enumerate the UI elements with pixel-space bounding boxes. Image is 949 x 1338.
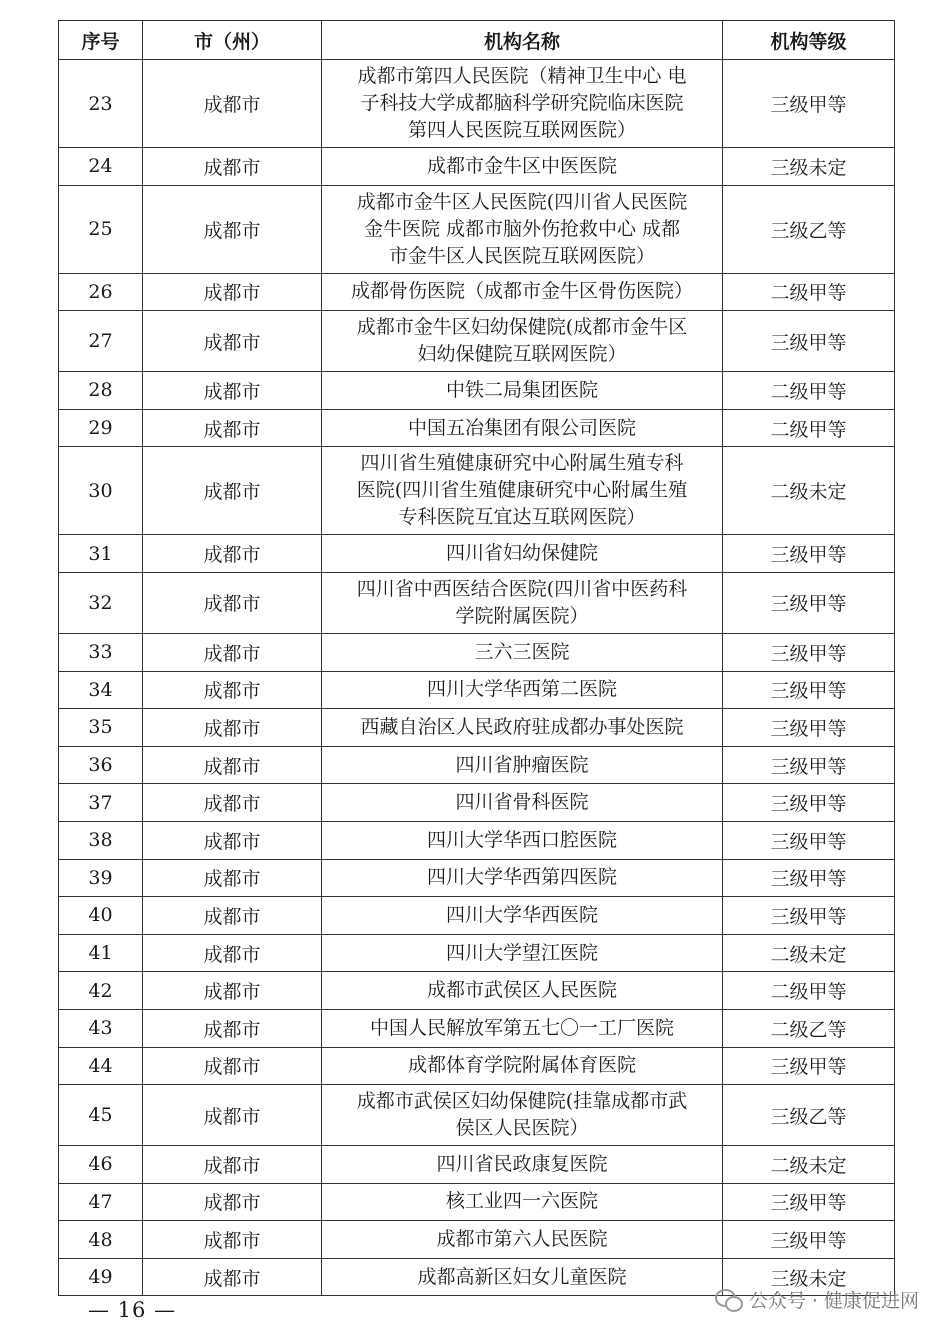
cell-institution-level: 三级甲等 [723, 633, 895, 671]
cell-institution-level: 三级甲等 [723, 572, 895, 633]
cell-serial: 43 [59, 1009, 143, 1047]
cell-city: 成都市 [143, 273, 322, 311]
cell-city: 成都市 [143, 572, 322, 633]
cell-institution-level: 三级甲等 [723, 821, 895, 859]
cell-institution-level: 三级乙等 [723, 185, 895, 273]
cell-serial: 46 [59, 1146, 143, 1184]
institution-name-line: 成都市武侯区人民医院 [426, 979, 617, 1002]
table-row [59, 273, 895, 311]
cell-city: 成都市 [143, 1221, 322, 1259]
cell-institution-name [322, 972, 723, 1010]
cell-serial: 40 [59, 897, 143, 935]
cell-institution-name [322, 746, 723, 784]
cell-serial: 37 [59, 784, 143, 822]
cell-institution-level: 三级甲等 [723, 1221, 895, 1259]
table-row [59, 859, 895, 897]
institution-name-line: 妇幼保健院互联网医院） [417, 343, 627, 366]
cell-serial: 42 [59, 972, 143, 1010]
institution-name-line: 四川大学望江医院 [445, 941, 598, 964]
cell-institution-level: 二级未定 [723, 934, 895, 972]
institution-name-line: 成都市第四人民医院（精神卫生中心 电 [357, 65, 687, 87]
cell-institution-name [322, 671, 723, 709]
table-row [59, 572, 895, 633]
cell-city: 成都市 [143, 311, 322, 372]
cell-institution-name [322, 535, 723, 573]
table-row [59, 311, 895, 372]
cell-institution-name [322, 821, 723, 859]
cell-city: 成都市 [143, 709, 322, 747]
table-row [59, 709, 895, 747]
cell-institution-level: 三级甲等 [723, 535, 895, 573]
cell-institution-level: 二级乙等 [723, 1009, 895, 1047]
header-city: 市（州） [143, 21, 322, 60]
institution-name-line: 四川省肿瘤医院 [455, 753, 589, 776]
institution-name-line: 医院(四川省生殖健康研究中心附属生殖 [356, 479, 688, 502]
cell-city: 成都市 [143, 897, 322, 935]
table-row [59, 897, 895, 935]
cell-institution-level: 三级未定 [723, 148, 895, 186]
table-row [59, 1047, 895, 1085]
institution-name-line: 学院附属医院） [455, 604, 589, 627]
table-row [59, 1009, 895, 1047]
table-row [59, 934, 895, 972]
cell-institution-level: 三级甲等 [723, 746, 895, 784]
cell-city: 成都市 [143, 821, 322, 859]
cell-institution-name [322, 633, 723, 671]
institution-name-line: 专科医院互宜达互联网医院） [398, 506, 646, 529]
cell-serial: 24 [59, 148, 143, 186]
cell-serial: 35 [59, 709, 143, 747]
cell-institution-level: 三级甲等 [723, 709, 895, 747]
cell-city: 成都市 [143, 409, 322, 447]
cell-serial: 32 [59, 572, 143, 633]
institution-name-line: 四川大学华西医院 [445, 903, 598, 926]
cell-city: 成都市 [143, 671, 322, 709]
cell-serial: 28 [59, 372, 143, 410]
institution-name-line: 成都高新区妇女儿童医院 [417, 1265, 627, 1288]
watermark [715, 1286, 919, 1313]
header-institution-name: 机构名称 [322, 21, 723, 60]
cell-serial: 38 [59, 821, 143, 859]
table-row [59, 821, 895, 859]
institution-name-line: 金牛医院 成都市脑外伤抢救中心 成都 [363, 217, 681, 240]
cell-city: 成都市 [143, 447, 322, 535]
cell-institution-level: 三级未定 [723, 1258, 895, 1296]
table-row [59, 60, 895, 148]
cell-serial: 29 [59, 409, 143, 447]
cell-serial: 48 [59, 1221, 143, 1259]
institution-name-line: 成都市金牛区中医医院 [426, 154, 617, 177]
institution-name-line: 四川省生殖健康研究中心附属生殖专科 [360, 452, 684, 475]
cell-serial: 23 [59, 60, 143, 148]
table-row [59, 671, 895, 709]
cell-institution-name [322, 934, 723, 972]
cell-city: 成都市 [143, 1009, 322, 1047]
watermark-text: 公众号 · 健康促进网 [748, 1290, 919, 1312]
table-row [59, 633, 895, 671]
cell-city: 成都市 [143, 1183, 322, 1221]
cell-city: 成都市 [143, 185, 322, 273]
cell-institution-level: 二级甲等 [723, 273, 895, 311]
institution-name-line: 四川大学华西第四医院 [426, 866, 617, 889]
header-serial: 序号 [59, 21, 143, 60]
cell-serial: 47 [59, 1183, 143, 1221]
institution-name-line: 四川大学华西口腔医院 [426, 828, 617, 851]
cell-city: 成都市 [143, 60, 322, 148]
cell-institution-name [322, 409, 723, 447]
cell-city: 成都市 [143, 972, 322, 1010]
cell-institution-name [322, 1009, 723, 1047]
institution-name-line: 成都市金牛区人民医院(四川省人民医院 [356, 190, 688, 213]
institution-name-line: 子科技大学成都脑科学研究院临床医院 [360, 92, 684, 114]
cell-institution-level: 三级甲等 [723, 671, 895, 709]
cell-institution-level: 三级甲等 [723, 859, 895, 897]
institution-name-line: 四川大学华西第二医院 [426, 678, 617, 701]
cell-city: 成都市 [143, 372, 322, 410]
cell-city: 成都市 [143, 1258, 322, 1296]
institution-name-line: 成都市第六人民医院 [436, 1228, 608, 1251]
institution-name-line: 四川省妇幼保健院 [445, 542, 598, 565]
cell-serial: 45 [59, 1085, 143, 1146]
institution-name-line: 市金牛区人民医院互联网医院） [388, 244, 655, 267]
table-row [59, 1146, 895, 1184]
cell-institution-level: 二级甲等 [723, 972, 895, 1010]
cell-serial: 41 [59, 934, 143, 972]
institution-name-line: 西藏自治区人民政府驻成都办事处医院 [360, 715, 684, 738]
table-row [59, 447, 895, 535]
institution-name-line: 成都体育学院附属体育医院 [407, 1054, 636, 1077]
table-row [59, 746, 895, 784]
cell-institution-name [322, 1047, 723, 1085]
cell-institution-level: 三级甲等 [723, 60, 895, 148]
institution-name-line: 中国人民解放军第五七〇一工厂医院 [369, 1016, 674, 1039]
institution-name-line: 成都市武侯区妇幼保健院(挂靠成都市武 [356, 1090, 688, 1113]
table-row [59, 409, 895, 447]
cell-institution-level: 二级甲等 [723, 409, 895, 447]
cell-serial: 39 [59, 859, 143, 897]
cell-institution-name [322, 859, 723, 897]
table-row [59, 535, 895, 573]
cell-city: 成都市 [143, 535, 322, 573]
table-row [59, 784, 895, 822]
header-institution-level: 机构等级 [723, 21, 895, 60]
cell-institution-name [322, 572, 723, 633]
cell-serial: 34 [59, 671, 143, 709]
cell-institution-name [322, 897, 723, 935]
cell-institution-level: 三级甲等 [723, 897, 895, 935]
cell-institution-name [322, 1258, 723, 1296]
cell-institution-name [322, 60, 723, 148]
cell-institution-name [322, 709, 723, 747]
table-header-row [59, 21, 895, 60]
table-row [59, 1183, 895, 1221]
table-row [59, 1221, 895, 1259]
cell-institution-level: 三级甲等 [723, 784, 895, 822]
cell-institution-name [322, 1085, 723, 1146]
cell-city: 成都市 [143, 633, 322, 671]
cell-institution-level: 三级甲等 [723, 311, 895, 372]
cell-serial: 31 [59, 535, 143, 573]
institution-table [58, 20, 895, 1296]
cell-institution-level: 三级甲等 [723, 1183, 895, 1221]
cell-institution-name [322, 447, 723, 535]
institution-name-line: 核工业四一六医院 [445, 1190, 598, 1213]
institution-name-line: 第四人民医院互联网医院） [407, 119, 636, 141]
institution-name-line: 成都骨伤医院（成都市金牛区骨伤医院） [350, 280, 693, 303]
cell-serial: 44 [59, 1047, 143, 1085]
table-row [59, 972, 895, 1010]
cell-serial: 30 [59, 447, 143, 535]
cell-institution-name [322, 1183, 723, 1221]
cell-serial: 36 [59, 746, 143, 784]
table-row [59, 185, 895, 273]
cell-institution-name [322, 148, 723, 186]
table-row [59, 1085, 895, 1146]
institution-name-line: 成都市金牛区妇幼保健院(成都市金牛区 [356, 316, 688, 339]
cell-institution-name [322, 372, 723, 410]
cell-city: 成都市 [143, 859, 322, 897]
cell-serial: 25 [59, 185, 143, 273]
cell-institution-level: 二级未定 [723, 1146, 895, 1184]
cell-institution-name [322, 311, 723, 372]
institution-name-line: 四川省民政康复医院 [436, 1152, 608, 1175]
page-number: — 16 — [88, 1298, 177, 1322]
cell-city: 成都市 [143, 1146, 322, 1184]
cell-city: 成都市 [143, 1085, 322, 1146]
institution-name-line: 四川省骨科医院 [455, 791, 589, 814]
cell-institution-level: 三级乙等 [723, 1085, 895, 1146]
institution-name-line: 四川省中西医结合医院(四川省中医药科 [356, 577, 688, 600]
table-row [59, 148, 895, 186]
institution-name-line: 中国五冶集团有限公司医院 [407, 416, 636, 439]
cell-institution-level: 二级甲等 [723, 372, 895, 410]
cell-institution-name [322, 1146, 723, 1184]
wechat-icon [715, 1289, 741, 1311]
institution-name-line: 中铁二局集团医院 [445, 378, 598, 401]
cell-institution-level: 二级未定 [723, 447, 895, 535]
table-row [59, 372, 895, 410]
cell-serial: 33 [59, 633, 143, 671]
cell-serial: 27 [59, 311, 143, 372]
institution-name-line: 三六三医院 [474, 640, 570, 663]
cell-institution-name [322, 784, 723, 822]
cell-serial: 26 [59, 273, 143, 311]
cell-city: 成都市 [143, 746, 322, 784]
table-body [59, 60, 895, 1296]
cell-institution-name [322, 185, 723, 273]
cell-city: 成都市 [143, 784, 322, 822]
cell-city: 成都市 [143, 148, 322, 186]
cell-institution-name [322, 1221, 723, 1259]
cell-city: 成都市 [143, 934, 322, 972]
cell-city: 成都市 [143, 1047, 322, 1085]
institution-name-line: 侯区人民医院） [455, 1117, 589, 1140]
cell-institution-name [322, 273, 723, 311]
cell-serial: 49 [59, 1258, 143, 1296]
cell-institution-level: 三级甲等 [723, 1047, 895, 1085]
